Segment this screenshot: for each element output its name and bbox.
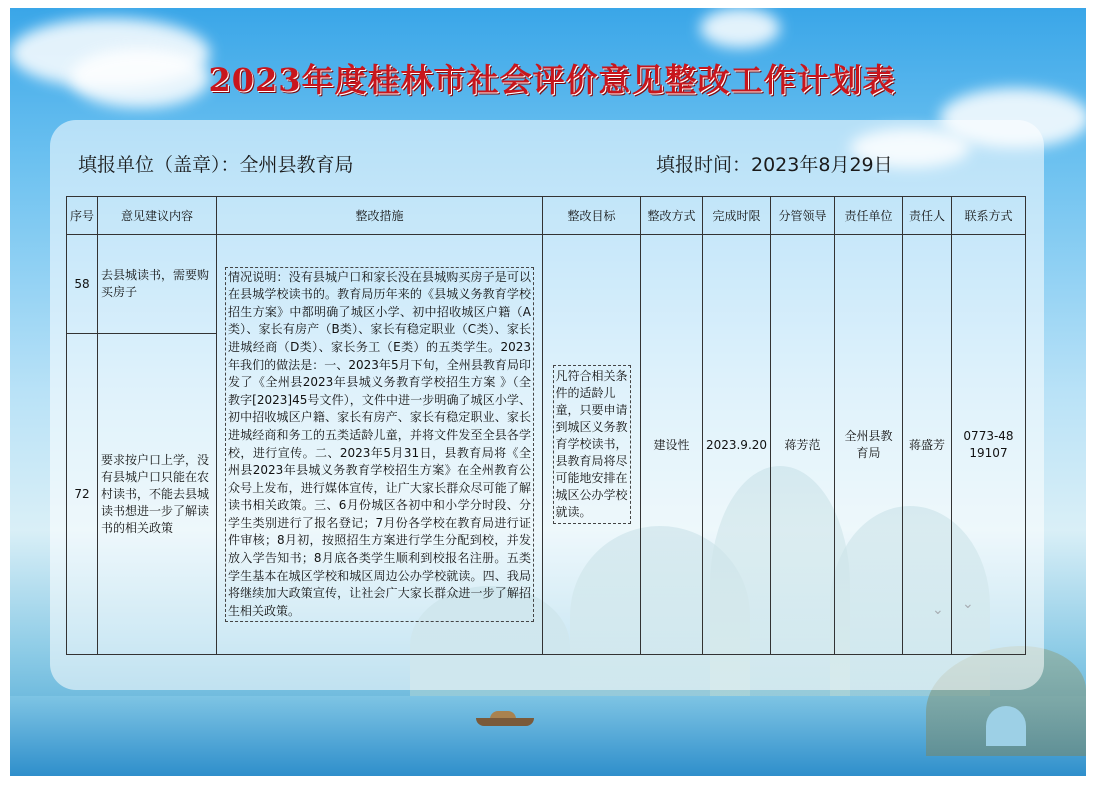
page-title: 2023年度桂林市社会评价意见整改工作计划表 (208, 61, 896, 99)
person-cell: 蒋盛芳 (903, 235, 952, 655)
opinion-cell: 要求按户口上学，没有县城户口只能在农村读书，不能去县城读书想进一步了解读书的相关政策 (98, 334, 217, 655)
col-header-contact: 联系方式 (952, 197, 1026, 235)
reporting-date: 填报时间：2023年8月29日 (656, 154, 893, 176)
table-header-row (67, 197, 1026, 235)
col-header-person: 责任人 (903, 197, 952, 235)
river (10, 696, 1086, 776)
plan-table (66, 196, 1026, 655)
cloud (700, 8, 780, 48)
boat (476, 718, 534, 726)
col-header-goal: 整改目标 (543, 197, 641, 235)
measures-cell (217, 235, 543, 655)
measures-text: 情况说明：没有县城户口和家长没在县城购买房子是可以在县城学校读书的。教育局历年来的《县城义务教育学校招生方案》中都明确了城区小学、初中招收城区户籍（A类）、家长有房产（B类）、家长有稳定职业（C类）、家长进城经商（D类）、家长务工（E类）的五类学生。2023年我们的做法是：一、2023年5月下旬，全州县教育局印发了《全州县2023年县城义务教育学校招生方案 》（全教字[2023]45号文件），文件中进一步明确了城区小学、初中招收城区户籍、家长有房产、家长有稳定职业、家长进城经商和务工的五类适龄儿童，并将文件发至全县各学校，进行宣传。二、2023年5月31日，县教育局将《全州县2023年县城义务教育学校招生方案》在全州教育公众号上发布，进行媒体宣传，让广大家长群众尽可能了解读书相关政策。三、6月份城区各初中和小学分时段、分学生类别进行了报名登记；7月份各学校在教育局进行证件审核；8月初，按照招生方案进行学生分配到校，并发放入学告知书；8月底各类学生顺利到校报名注册。五类学生基本在城区学校和城区周边公办学校就读。四、我局将继续加大政策宣传，让社会广大家长群众进一步了解招生相关政策。 (225, 267, 534, 623)
goal-cell (543, 235, 641, 655)
row-number: 58 (67, 235, 98, 334)
table-row (67, 235, 1026, 334)
col-header-deadline: 完成时限 (703, 197, 771, 235)
deadline-cell: 2023.9.20 (703, 235, 771, 655)
contact-cell: 0773-4819107 (952, 235, 1026, 655)
goal-text: 凡符合相关条件的适龄儿童，只要申请到城区义务教育学校读书，县教育局将尽可能地安排在城区公办学校就读。 (553, 365, 631, 524)
col-header-measures: 整改措施 (217, 197, 543, 235)
dept-cell: 全州县教育局 (835, 235, 903, 655)
reporting-unit: 填报单位（盖章）：全州县教育局 (78, 154, 354, 176)
col-header-dept: 责任单位 (835, 197, 903, 235)
method-cell: 建设性 (641, 235, 703, 655)
col-header-no: 序号 (67, 197, 98, 235)
row-number: 72 (67, 334, 98, 655)
opinion-cell: 去县城读书，需要购买房子 (98, 235, 217, 334)
col-header-opinion: 意见建议内容 (98, 197, 217, 235)
rock-arch (986, 706, 1026, 746)
col-header-method: 整改方式 (641, 197, 703, 235)
col-header-leader: 分管领导 (771, 197, 835, 235)
leader-cell: 蒋芳范 (771, 235, 835, 655)
